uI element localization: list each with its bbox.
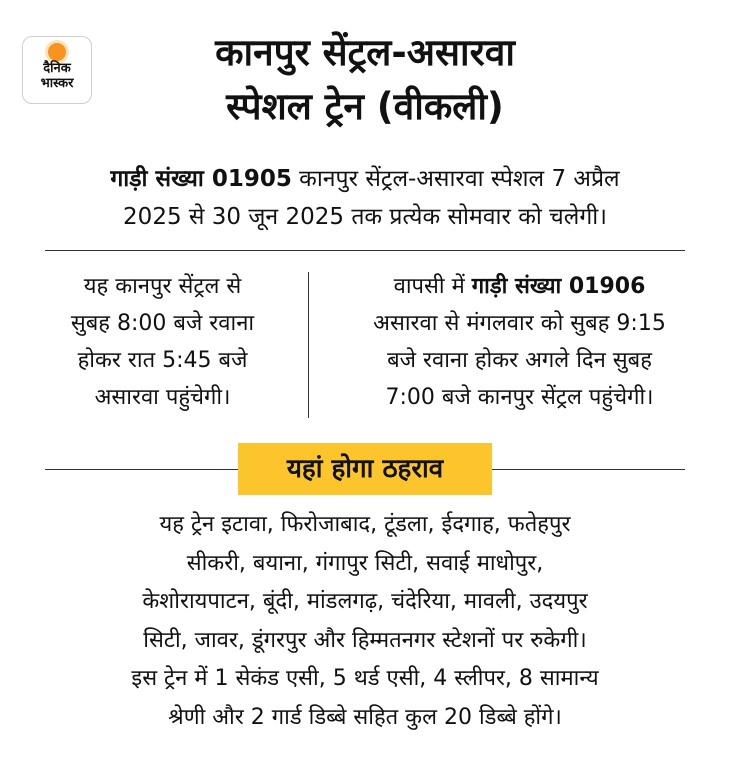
- return-prefix: वापसी में: [393, 274, 472, 299]
- outbound-schedule: [30, 268, 295, 416]
- intro-line-1: [30, 160, 700, 198]
- dainik-bhaskar-logo: [22, 36, 92, 104]
- stops-line: यह ट्रेन इटावा, फिरोजाबाद, टूंडला, ईदगाह, फतेहपुर: [159, 512, 571, 537]
- logo-line-2: भास्कर: [40, 76, 74, 91]
- stops-paragraph: [20, 506, 710, 737]
- return-line: 7:00 बजे कानपुर सेंट्रल पहुंचेगी।: [385, 385, 654, 410]
- train-number-return: गाड़ी संख्या 01906: [471, 274, 646, 299]
- return-line: बजे रवाना होकर अगले दिन सुबह: [387, 348, 652, 373]
- stops-heading: यहां होगा ठहराव: [238, 443, 492, 495]
- stops-line: सीकरी, बयाना, गंगापुर सिटी, सवाई माधोपुर,: [186, 550, 544, 576]
- intro-line-2: 2025 से 30 जून 2025 तक प्रत्येक सोमवार को चलेगी।: [123, 204, 607, 230]
- train-number-outbound: गाड़ी संख्या 01905: [110, 166, 292, 192]
- stops-line: सिटी, जावर, डूंगरपुर और हिम्मतनगर स्टेशनों पर रुकेगी।: [143, 627, 587, 653]
- return-line-1: [322, 268, 717, 305]
- stops-line: इस ट्रेन में 1 सेकंड एसी, 5 थर्ड एसी, 4 स्लीपर, 8 सामान्य: [131, 666, 599, 691]
- outbound-line: होकर रात 5:45 बजे: [77, 348, 248, 373]
- page-title: [120, 26, 610, 134]
- stops-line: श्रेणी और 2 गार्ड डिब्बे सहित कुल 20 डिब्बे होंगे।: [168, 704, 562, 730]
- return-line: असारवा से मंगलवार को सुबह 9:15: [373, 311, 666, 336]
- intro-paragraph: [30, 160, 700, 236]
- outbound-line: सुबह 8:00 बजे रवाना: [70, 311, 255, 336]
- column-divider: [308, 272, 309, 418]
- title-line-2: स्पेशल ट्रेन (वीकली): [226, 85, 504, 128]
- divider-heading-right: [492, 469, 685, 470]
- outbound-line: यह कानपुर सेंट्रल से: [83, 274, 242, 299]
- logo-line-1: दैनिक: [43, 61, 71, 76]
- outbound-line: असारवा पहुंचेगी।: [94, 385, 231, 410]
- divider-heading-left: [45, 469, 238, 470]
- stops-line: केशोरायपाटन, बूंदी, मांडलगढ़, चंदेरिया, मावली, उदयपुर: [142, 589, 588, 614]
- title-line-1: कानपुर सेंट्रल-असारवा: [215, 31, 515, 74]
- return-schedule: [322, 268, 717, 416]
- divider-top: [45, 250, 685, 251]
- sun-icon: [48, 43, 66, 61]
- intro-line-1-text: कानपुर सेंट्रल-असारवा स्पेशल 7 अप्रैल: [291, 166, 620, 192]
